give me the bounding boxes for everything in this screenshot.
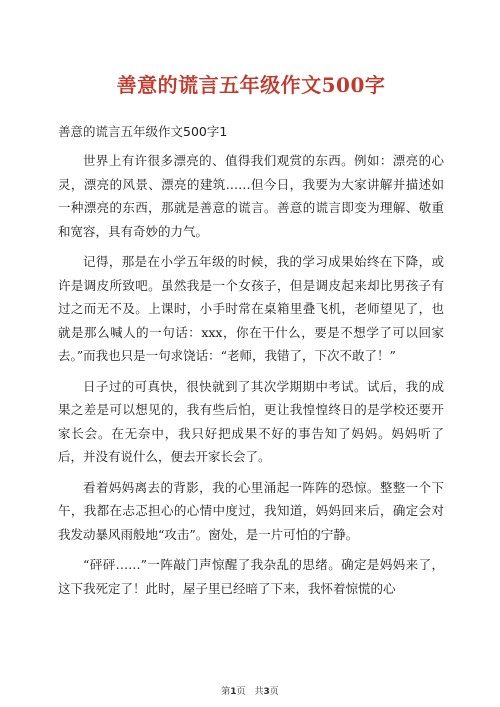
section-heading: 善意的谎言五年级作文500字1 bbox=[58, 124, 228, 139]
current-page-number: 1 bbox=[230, 687, 237, 697]
footer-middle: 页 共 bbox=[236, 687, 264, 697]
paragraph-2: 记得，那是在小学五年级的时候，我的学习成果始终在下降，或许是调皮所致吧。虽然我是一个女孩子，但是调皮起来却比男孩子有过之而无不及。上课时，小手时常在桌箱里叠飞机，老师望见了，也就是那么喊人的一句话：xxx，你在干什么，要是不想学了可以回家去。”而我也只是一句求饶话：“老师，我错了，下次不敢了！” bbox=[58, 254, 444, 363]
paragraph-5: “砰砰……”一阵敲门声惊醒了我杂乱的思绪。确定是妈妈来了，这下我死定了！此时，屋子里已经暗了下来，我怀着惊慌的心 bbox=[58, 557, 444, 596]
document-title: 善意的谎言五年级作文500字 bbox=[116, 73, 386, 97]
paragraph-4: 看着妈妈离去的背影，我的心里涌起一阵阵的恐惊。整整一个下午，我都在忐忑担心的心情中度过，我知道，妈妈回来后，确定会对我发动暴风雨般地“攻击”。窗处，是一片可怕的宁静。 bbox=[58, 479, 444, 542]
footer-prefix: 第 bbox=[221, 687, 231, 697]
total-page-number: 3 bbox=[263, 687, 270, 697]
footer-suffix: 页 bbox=[269, 687, 279, 697]
page-footer bbox=[0, 684, 500, 697]
paragraph-3: 日子过的可真快，很快就到了其次学期期中考试。试后，我的成果之差是可以想见的，我有些后怕，更让我惶惶终日的是学校还要开家长会。在无奈中，我只好把成果不好的事告知了妈妈。妈妈听了后，并没有说什么，便去开家长会了。 bbox=[58, 378, 444, 464]
paragraph-1: 世界上有许很多漂亮的、值得我们观赏的东西。例如：漂亮的心灵，漂亮的风景、漂亮的建筑……但今日，我要为大家讲解并描述如一种漂亮的东西，那就是善意的谎言。善意的谎言即变为理解、敬重和宽容，具有奇妙的力气。 bbox=[58, 153, 444, 239]
